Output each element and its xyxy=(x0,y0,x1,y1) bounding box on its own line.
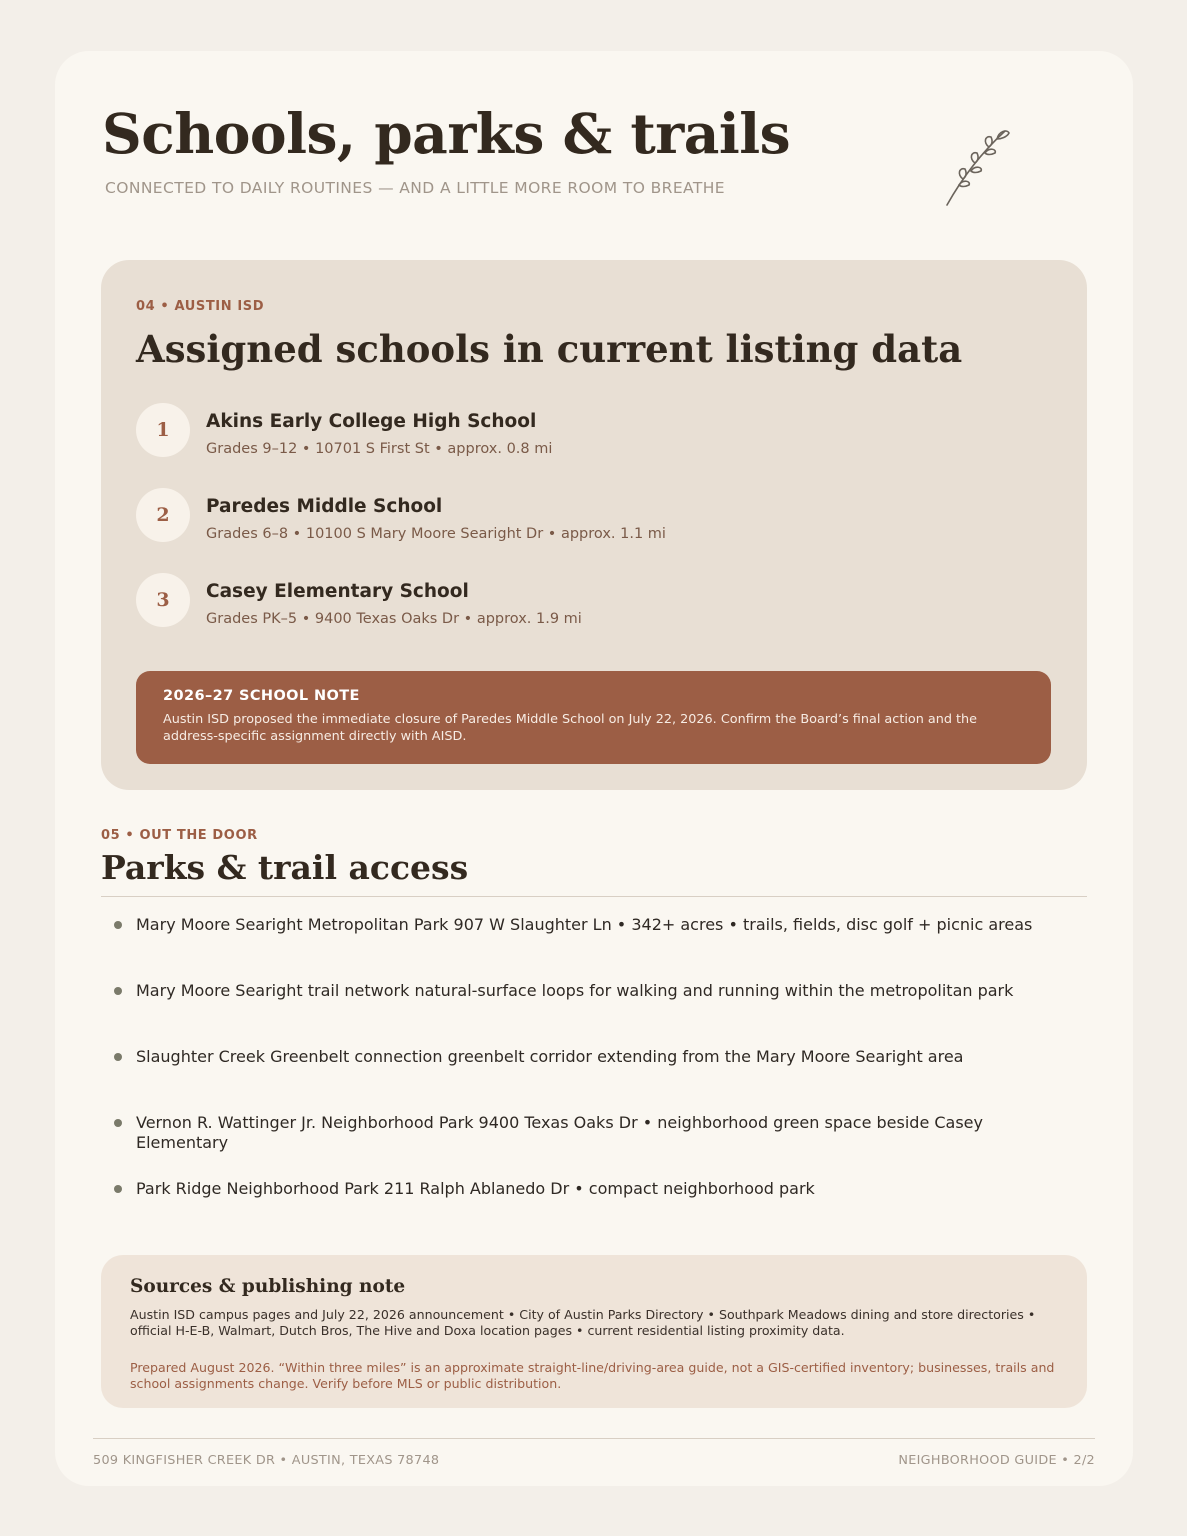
park-text: Park Ridge Neighborhood Park 211 Ralph Ablanedo Dr • compact neighborhood park xyxy=(136,1179,815,1198)
schools-eyebrow: 04 • AUSTIN ISD xyxy=(136,299,265,314)
school-item xyxy=(136,488,1036,544)
sources-title: Sources & publishing note xyxy=(130,1276,406,1297)
bullet-icon xyxy=(114,1185,122,1193)
school-note-text: Austin ISD proposed the immediate closure of Paredes Middle School on July 22, 2026. Confirm the Board’s final action and the address-specific assignment directly with AISD. xyxy=(163,712,978,744)
park-text: Mary Moore Searight trail network natural-surface loops for walking and running within the metropolitan park xyxy=(136,981,1014,1000)
bullet-icon xyxy=(114,1119,122,1127)
school-name: Paredes Middle School xyxy=(206,496,443,517)
park-text: Mary Moore Searight Metropolitan Park 907 W Slaughter Ln • 342+ acres • trails, fields, disc golf + picnic areas xyxy=(136,915,1033,934)
page-subtitle: CONNECTED TO DAILY ROUTINES — AND A LITTLE MORE ROOM TO BREATHE xyxy=(105,179,725,197)
parks-heading: Parks & trail access xyxy=(101,848,469,887)
school-details: Grades 9–12 • 10701 S First St • approx. 0.8 mi xyxy=(206,441,553,457)
school-item xyxy=(136,573,1036,629)
footer-divider xyxy=(93,1438,1095,1439)
school-number-badge: 2 xyxy=(136,488,190,542)
school-name: Casey Elementary School xyxy=(206,581,469,602)
bullet-icon xyxy=(114,921,122,929)
school-note-callout xyxy=(136,671,1051,764)
bullet-icon xyxy=(114,1053,122,1061)
school-details: Grades 6–8 • 10100 S Mary Moore Searight Dr • approx. 1.1 mi xyxy=(206,526,666,542)
page-title: Schools, parks & trails xyxy=(102,101,791,166)
schools-card xyxy=(101,260,1087,790)
sources-card xyxy=(101,1255,1087,1408)
page-sheet xyxy=(55,51,1133,1486)
school-name: Akins Early College High School xyxy=(206,411,537,432)
publishing-note: Prepared August 2026. “Within three miles” is an approximate straight-line/driving-area guide, not a GIS-certified inventory; businesses, trails and school assignments change. Verify before MLS or public distribution. xyxy=(130,1360,1055,1391)
schools-heading: Assigned schools in current listing data xyxy=(136,327,963,371)
sources-text: Austin ISD campus pages and July 22, 2026 announcement • City of Austin Parks Directory • Southpark Meadows dining and store directories • official H-E-B, Walmart, Dutch Bros, The Hive and Doxa location pages • current residential listing proximity data. xyxy=(130,1307,1036,1338)
section-divider xyxy=(101,896,1087,897)
footer-page-label: NEIGHBORHOOD GUIDE • 2/2 xyxy=(898,1453,1095,1468)
bullet-icon xyxy=(114,987,122,995)
sprig-icon xyxy=(939,125,1019,207)
school-item xyxy=(136,403,1036,459)
school-number-badge: 3 xyxy=(136,573,190,627)
park-text: Slaughter Creek Greenbelt connection greenbelt corridor extending from the Mary Moore Searight area xyxy=(136,1047,964,1066)
school-note-title: 2026–27 SCHOOL NOTE xyxy=(163,688,360,704)
parks-eyebrow: 05 • OUT THE DOOR xyxy=(101,828,258,843)
park-text: Vernon R. Wattinger Jr. Neighborhood Park 9400 Texas Oaks Dr • neighborhood green space beside Casey Elementary xyxy=(136,1113,983,1152)
school-number-badge: 1 xyxy=(136,403,190,457)
school-details: Grades PK–5 • 9400 Texas Oaks Dr • approx. 1.9 mi xyxy=(206,611,582,627)
footer-address: 509 KINGFISHER CREEK DR • AUSTIN, TEXAS 78748 xyxy=(93,1453,440,1468)
